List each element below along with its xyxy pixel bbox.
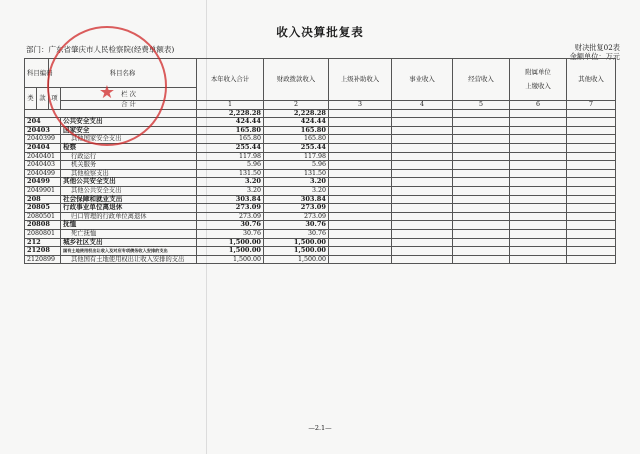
empty-cell [392,212,453,221]
empty-cell [453,186,510,195]
empty-cell [453,152,510,161]
table-header-row [25,59,616,88]
empty-cell [567,178,616,187]
row-fiscal: 303.84 [264,195,329,204]
row-name: 检察 [61,143,197,152]
amount-unit: 金额单位：万元 [569,52,620,61]
empty-cell [510,247,567,256]
empty-cell [510,212,567,221]
form-code: 财决批复02表 [574,43,620,52]
row-total: 117.98 [197,152,264,161]
empty-cell [329,229,392,238]
empty-cell [510,118,567,127]
header-fiscal: 财政拨款收入 [264,59,329,101]
empty-cell [510,161,567,170]
empty-cell [567,229,616,238]
header-item-code: 科目编码 [25,59,49,88]
row-code: 20499 [25,178,61,187]
table-row [25,161,616,170]
row-fiscal: 424.44 [264,118,329,127]
row-total: 1,500.00 [197,255,264,264]
empty-cell [567,221,616,230]
empty-cell [392,118,453,127]
table-row [25,118,616,127]
empty-cell [392,161,453,170]
empty-cell [510,135,567,144]
row-fiscal: 131.50 [264,169,329,178]
empty-cell [510,204,567,213]
seal-star-icon: ★ [98,82,116,103]
header-kuan: 款 [37,88,49,110]
income-approval-table [24,58,616,264]
empty-cell [567,255,616,264]
empty-cell [392,178,453,187]
row-code: 20404 [25,143,61,152]
header-affiliated-line2: 上缴收入 [525,82,551,90]
col-number: 6 [510,101,567,110]
row-code: 204 [25,118,61,127]
empty-cell [567,204,616,213]
empty-cell [567,238,616,247]
empty-cell [510,186,567,195]
table-row [25,178,616,187]
row-total: 3.20 [197,186,264,195]
row-fiscal: 273.09 [264,212,329,221]
empty-cell [453,161,510,170]
empty-cell [453,212,510,221]
row-code: 2040403 [25,161,61,170]
table-row [25,143,616,152]
table-row [25,204,616,213]
empty-cell [392,204,453,213]
row-code: 2040399 [25,135,61,144]
row-total: 5.96 [197,161,264,170]
row-total: 1,500.00 [197,247,264,256]
empty-cell [510,229,567,238]
empty-cell [510,238,567,247]
row-fiscal: 5.96 [264,161,329,170]
empty-cell [453,135,510,144]
row-total: 3.20 [197,178,264,187]
col-number: 4 [392,101,453,110]
table-row [25,247,616,256]
header-heji: 合 计 [61,101,197,110]
empty-cell [392,135,453,144]
empty-cell [567,247,616,256]
empty-cell [453,178,510,187]
empty-cell [567,126,616,135]
empty-cell [510,221,567,230]
empty-cell [329,135,392,144]
empty-cell [453,118,510,127]
row-total: 165.80 [197,126,264,135]
empty-cell [510,152,567,161]
page-number: —2.1— [308,424,332,432]
empty-cell [329,195,392,204]
row-fiscal: 30.76 [264,221,329,230]
table-row [25,186,616,195]
row-code: 2049901 [25,186,61,195]
row-code: 2040401 [25,152,61,161]
row-fiscal: 3.20 [264,186,329,195]
empty-cell [392,152,453,161]
header-lanci: 栏 次 [61,88,197,101]
row-name: 公共安全支出 [61,118,197,127]
empty-cell [453,195,510,204]
totals-fiscal: 2,228.28 [264,109,329,118]
col-number: 1 [197,101,264,110]
col-number: 2 [264,101,329,110]
empty-cell [510,109,567,118]
col-number: 3 [329,101,392,110]
table-row [25,126,616,135]
empty-cell [329,109,392,118]
empty-cell [392,143,453,152]
empty-cell [392,238,453,247]
row-code: 20403 [25,126,61,135]
empty-cell [453,247,510,256]
row-name: 死亡抚恤 [61,229,197,238]
row-total: 273.09 [197,204,264,213]
row-fiscal: 255.44 [264,143,329,152]
table-row [25,152,616,161]
empty-cell [453,221,510,230]
empty-cell [329,169,392,178]
empty-cell [453,169,510,178]
row-name: 国有土地使用权出让收入及对应专项债务收入安排的支出 [61,247,197,256]
row-name: 其他国有土地使用权出让收入安排的支出 [61,255,197,264]
column-number-row [25,101,616,110]
empty-cell [567,161,616,170]
row-name: 抚恤 [61,221,197,230]
empty-cell [510,169,567,178]
row-total: 30.76 [197,221,264,230]
empty-cell [329,255,392,264]
row-name: 社会保障和就业支出 [61,195,197,204]
row-fiscal: 1,500.00 [264,247,329,256]
empty-cell [392,221,453,230]
row-total: 165.80 [197,135,264,144]
row-name: 国家安全 [61,126,197,135]
row-total: 255.44 [197,143,264,152]
empty-cell [567,152,616,161]
row-fiscal: 165.80 [264,126,329,135]
header-lei: 类 [25,88,37,110]
empty-cell [567,186,616,195]
table-row [25,255,616,264]
row-total: 131.50 [197,169,264,178]
row-name: 其他公共安全支出 [61,186,197,195]
empty-cell [329,212,392,221]
empty-cell [453,229,510,238]
row-code: 21208 [25,247,61,256]
empty-cell [329,161,392,170]
empty-cell [453,255,510,264]
row-name: 归口管理的行政单位离退休 [61,212,197,221]
department-label: 部门：广东省肇庆市人民检察院(经费单额表) [26,45,175,54]
totals-total: 2,228.28 [197,109,264,118]
row-code: 2080501 [25,212,61,221]
empty-cell [329,178,392,187]
empty-cell [567,135,616,144]
row-fiscal: 1,500.00 [264,255,329,264]
table-row [25,229,616,238]
row-code: 20808 [25,221,61,230]
col-number: 5 [453,101,510,110]
row-code: 2040499 [25,169,61,178]
row-name: 机关服务 [61,161,197,170]
row-code: 2080801 [25,229,61,238]
totals-label [25,109,197,118]
empty-cell [329,247,392,256]
row-code: 20805 [25,204,61,213]
empty-cell [329,204,392,213]
empty-cell [392,186,453,195]
header-subsidy: 上级补助收入 [329,59,392,101]
row-code: 208 [25,195,61,204]
header-operating: 经营收入 [453,59,510,101]
row-fiscal: 117.98 [264,152,329,161]
header-other: 其他收入 [567,59,616,101]
empty-cell [329,118,392,127]
empty-cell [510,195,567,204]
empty-cell [329,126,392,135]
empty-cell [392,126,453,135]
row-code: 2120899 [25,255,61,264]
page-title: 收入决算批复表 [276,25,364,39]
empty-cell [329,238,392,247]
empty-cell [453,126,510,135]
empty-cell [567,109,616,118]
empty-cell [392,195,453,204]
row-total: 273.09 [197,212,264,221]
row-total: 1,500.00 [197,238,264,247]
header-affiliated-line1: 附属单位 [525,68,551,76]
row-name: 城乡社区支出 [61,238,197,247]
empty-cell [567,169,616,178]
row-total: 303.84 [197,195,264,204]
empty-cell [453,109,510,118]
row-name: 其他检察支出 [61,169,197,178]
empty-cell [392,255,453,264]
header-affiliated [510,59,567,101]
row-name: 行政运行 [61,152,197,161]
empty-cell [567,195,616,204]
empty-cell [510,143,567,152]
col-number: 7 [567,101,616,110]
empty-cell [329,186,392,195]
empty-cell [392,247,453,256]
row-total: 30.76 [197,229,264,238]
table-row [25,221,616,230]
header-xiang: 项 [49,88,61,110]
empty-cell [392,109,453,118]
empty-cell [453,143,510,152]
row-fiscal: 30.76 [264,229,329,238]
empty-cell [329,152,392,161]
empty-cell [567,143,616,152]
empty-cell [453,238,510,247]
empty-cell [567,118,616,127]
row-name: 其他国家安全支出 [61,135,197,144]
empty-cell [453,204,510,213]
empty-cell [329,221,392,230]
empty-cell [329,143,392,152]
header-business: 事业收入 [392,59,453,101]
row-fiscal: 273.09 [264,204,329,213]
row-name: 行政事业单位离退休 [61,204,197,213]
header-total: 本年收入合计 [197,59,264,101]
row-fiscal: 165.80 [264,135,329,144]
row-fiscal: 1,500.00 [264,238,329,247]
header-item-name: 科目名称 [49,59,197,88]
empty-cell [392,229,453,238]
empty-cell [510,255,567,264]
row-code: 212 [25,238,61,247]
row-name: 其他公共安全支出 [61,178,197,187]
row-fiscal: 3.20 [264,178,329,187]
empty-cell [392,169,453,178]
empty-cell [510,178,567,187]
empty-cell [510,126,567,135]
empty-cell [567,212,616,221]
row-total: 424.44 [197,118,264,127]
